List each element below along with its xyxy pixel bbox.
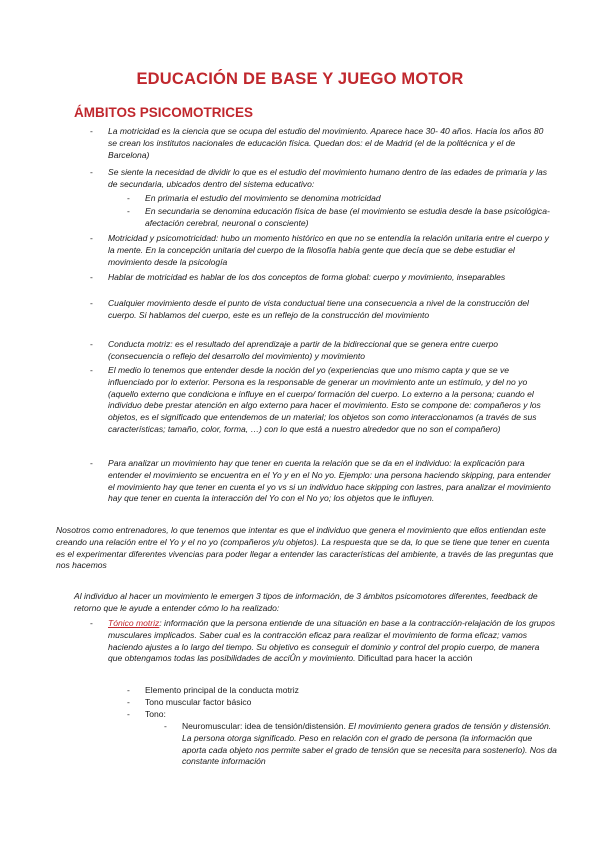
tonico-motriz-item: - Tónico motriz: información que la persona entiende de una situación en base a la contracción-relajación de los grupos musculares implicados. Saber cual es la contracción eficaz para realizar el movimiento de forma eficaz; vamos haciendo ajustes a lo largo del tiempo. Su objetivo es conseguir el dominio y control del propio cuerpo, de manera que obtengamos todas las posibilidades de acciÛn y movimiento. Dificultad para hacer la acción: [90, 618, 556, 664]
list-item: - Motricidad y psicomotricidad: hubo un momento histórico en que no se entendía la relación unitaria entre el cuerpo y la mente. En la concepción unitaria del cuerpo de la filosofía había gente que decía que se debe estudiar el movimiento desde la psicología: [90, 233, 549, 267]
sub-list-item: - Tono:: [127, 709, 166, 719]
document-title: EDUCACIÓN DE BASE Y JUEGO MOTOR: [136, 70, 464, 88]
bullet-dash: -: [127, 685, 130, 695]
list-item: - El medio lo tenemos que entender desde la noción del yo (experiencias que uno mismo capta y que se ve influenciado por lo exterior. Persona es la responsable de generar un movimiento ante un estímulo, y del no yo (aquello externo que condiciona e influye en el cuerpo/ formación del cuerpo. Lo externo a la persona; cuando el individuo debe prestar atención en algo externo para hacer el movimiento. Esto se compone de: compañeros y los objetos, es el significado que entendemos de un material; los objetos son como interaccionamos (a través de sus características; tamaño, color, forma, …) con lo que está a nuestro alrededor que no son el compañero): [90, 365, 541, 434]
bullet-dash: -: [90, 339, 93, 349]
bullet-dash: -: [90, 298, 93, 308]
bullet-dash: -: [90, 365, 93, 375]
list-item: - Se siente la necesidad de dividir lo que es el estudio del movimiento humano dentro de las edades de primaria y las de secundaria, ubicados dentro del sistema educativo:: [90, 167, 548, 189]
bullet-dash: -: [127, 193, 130, 203]
bullet-dash: -: [90, 618, 93, 628]
paragraph: Al individuo al hacer un movimiento le emergen 3 tipos de información, de 3 ámbitos psicomotores diferentes, feedback de retorno que le ayude a entender cómo lo ha realizado:: [74, 591, 538, 613]
tonico-motriz-link[interactable]: Tónico motriz: [108, 618, 160, 628]
section-heading: ÁMBITOS PSICOMOTRICES: [74, 105, 254, 120]
paragraph: Nosotros como entrenadores, lo que tenemos que intentar es que el individuo que genera el movimiento que ellos entiendan este creando una relación entre el Yo y el no yo (compañeros y/u objetos). La respuesta que se da, lo que se tiene que tener en cuenta es el experimentar diferentes vivencias para poder llegar a entender las características del ambiente, a través de las preguntas que nos hacemos: [56, 525, 554, 571]
sub-list-item: - Elemento principal de la conducta motriz: [127, 685, 299, 695]
bullet-dash: -: [127, 206, 130, 216]
sub-list-item: - Tono muscular factor básico: [127, 697, 252, 707]
neuromuscular-item: - Neuromuscular: idea de tensión/distensión. El movimiento genera grados de tensión y distensión. La persona otorga significado. Peso en relación con el grado de persona (la información que aporta cada objeto nos permite saber el grado de tensión que se necesita para sostenerlo). Nos da constante información: [164, 721, 557, 767]
bullet-dash: -: [90, 126, 93, 136]
list-item: - La motricidad es la ciencia que se ocupa del estudio del movimiento. Aparece hace 30- 40 años. Hacia los años 80 se crean los institutos nacionales de educación física. Quedan dos: el de Madrid (el de la politécnica y el de Barcelona): [90, 126, 544, 160]
bullet-dash: -: [164, 721, 167, 731]
bullet-dash: -: [127, 709, 130, 719]
list-item: - Cualquier movimiento desde el punto de vista conductual tiene una consecuencia a nivel de la construcción del cuerpo. Si hablamos del cuerpo, este es un reflejo de la construcción del movimiento: [90, 298, 529, 320]
sub-list-item: - En primaria el estudio del movimiento se denomina motricidad: [127, 193, 381, 203]
bullet-dash: -: [90, 458, 93, 468]
bullet-dash: -: [90, 167, 93, 177]
list-item: - Hablar de motricidad es hablar de los dos conceptos de forma global: cuerpo y movimiento, inseparables: [90, 272, 506, 282]
bullet-dash: -: [127, 697, 130, 707]
sub-list-item: - En secundaria se denomina educación física de base (el movimiento se estudia desde la base psicológica-afectación cerebral, neuronal o consciente): [127, 206, 550, 228]
bullet-dash: -: [90, 233, 93, 243]
list-item: - Para analizar un movimiento hay que tener en cuenta la relación que se da en el individuo: la explicación para entender el movimiento se encuentra en el Yo y en el No yo. Ejemplo: una persona haciendo skipping, para entender el movimiento hay que tener en cuenta el yo vs si un individuo hace skipping con lastres, para analizar el movimiento hay que tener en cuenta la interacción del Yo con el No yo; los objetos que le influyen.: [90, 458, 551, 504]
bullet-dash: -: [90, 272, 93, 282]
list-item: - Conducta motriz: es el resultado del aprendizaje a partir de la bidireccional que se genera entre cuerpo (consecuencia o reflejo del desarrollo del movimiento) y movimiento: [90, 339, 499, 361]
